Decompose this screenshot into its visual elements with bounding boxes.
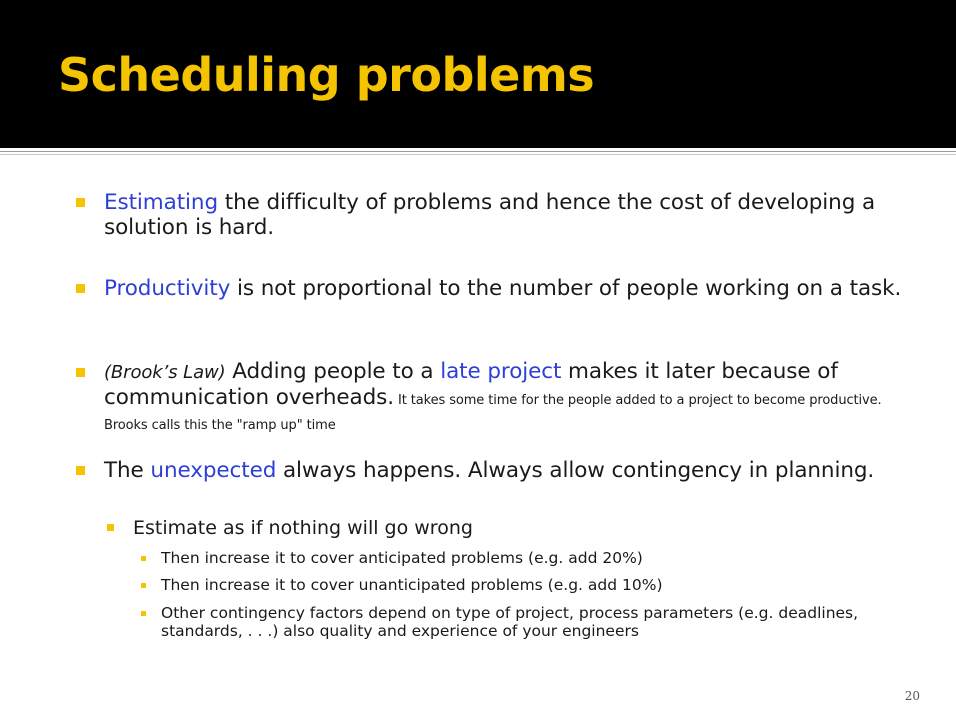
slide-title: Scheduling problems (58, 48, 595, 102)
bullet-productivity (104, 276, 904, 301)
bullet-text: The (104, 458, 151, 483)
sub-bullet-estimate: Estimate as if nothing will go wrong (133, 517, 473, 539)
bullet-text: makes it later because of communication overheads. (104, 359, 838, 410)
page-number: 20 (904, 689, 920, 703)
bullet-unexpected (104, 458, 904, 483)
highlight-term: Estimating (104, 190, 218, 215)
highlight-term: unexpected (150, 458, 277, 483)
title-divider (0, 148, 956, 152)
bullet-note: It takes some time for the people added to a project to become productive. Brooks calls this the "ramp up" time (104, 393, 882, 433)
bullet-estimating (104, 190, 904, 240)
title-divider-line (0, 154, 956, 155)
sub-sub-bullet-marker (141, 556, 146, 561)
sub-bullet-marker (107, 524, 114, 531)
sub-sub-bullet-contingency: Other contingency factors depend on type of project, process parameters (e.g. deadlines, standards, . . .) also quality and experience of your engineers (161, 604, 859, 640)
bullet-marker (76, 466, 85, 475)
sub-sub-bullet-marker (141, 611, 146, 616)
bullet-marker (76, 284, 85, 293)
bullet-marker (76, 368, 85, 377)
title-bar (0, 0, 956, 148)
sub-sub-bullet-marker (141, 583, 146, 588)
bullet-brooks-law (104, 359, 904, 435)
brooks-law-label: (Brook’s Law) (104, 362, 226, 383)
sub-sub-bullet-unanticipated: Then increase it to cover unanticipated problems (e.g. add 10%) (161, 576, 663, 594)
bullet-text: Adding people to a (225, 359, 441, 384)
highlight-term: late project (440, 359, 562, 384)
bullet-text: the difficulty of problems and hence the cost of developing a solution is hard. (104, 190, 876, 240)
highlight-term: Productivity (104, 276, 231, 301)
bullet-marker (76, 198, 85, 207)
bullet-text: always happens. Always allow contingency in planning. (276, 458, 875, 483)
bullet-text: is not proportional to the number of people working on a task. (230, 276, 902, 301)
sub-sub-bullet-anticipated: Then increase it to cover anticipated problems (e.g. add 20%) (161, 549, 643, 567)
